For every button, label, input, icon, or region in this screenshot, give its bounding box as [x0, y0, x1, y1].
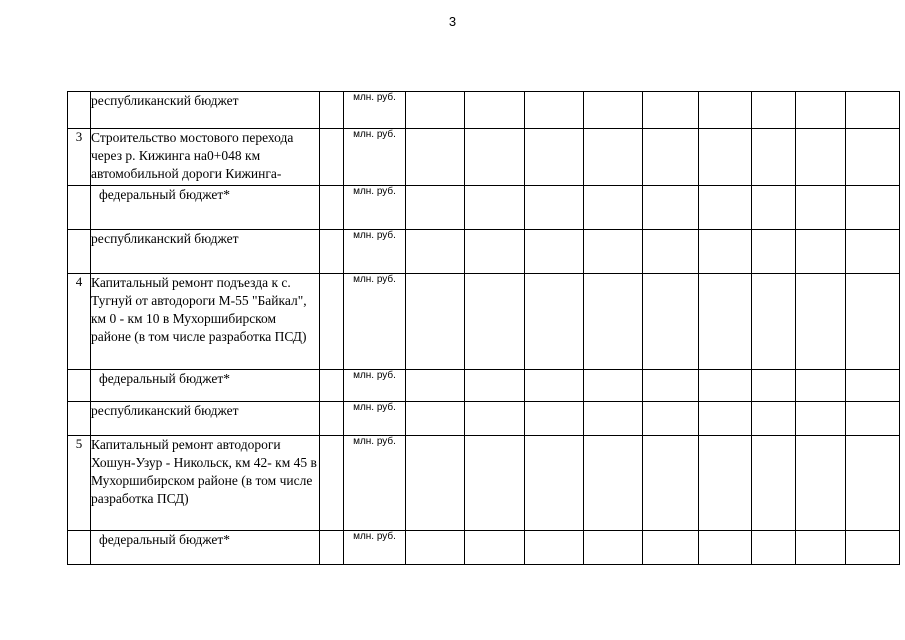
item-name-cell: [91, 402, 320, 436]
value-cell: [584, 274, 643, 370]
item-name-text: республиканский бюджет: [91, 231, 239, 246]
item-name-cell: [91, 129, 320, 186]
value-cell: [643, 129, 699, 186]
item-name-text: республиканский бюджет: [91, 403, 239, 418]
value-cell: [465, 274, 525, 370]
value-cell: [643, 230, 699, 274]
item-name-cell: [91, 370, 320, 402]
value-cell: [406, 186, 465, 230]
value-cell: [643, 402, 699, 436]
value-cell: [699, 531, 752, 565]
row-number-cell: [68, 92, 91, 129]
value-cell: [796, 436, 846, 531]
value-cell: [752, 370, 796, 402]
value-cell: [465, 230, 525, 274]
value-cell: [584, 230, 643, 274]
value-cell: [846, 436, 900, 531]
blank-cell: [320, 402, 344, 436]
blank-cell: [320, 129, 344, 186]
value-cell: [525, 129, 584, 186]
table-row: [68, 186, 900, 230]
blank-cell: [320, 531, 344, 565]
blank-cell: [320, 274, 344, 370]
value-cell: [699, 186, 752, 230]
value-cell: [796, 274, 846, 370]
value-cell: [796, 531, 846, 565]
value-cell: [406, 129, 465, 186]
value-cell: [465, 129, 525, 186]
item-name-text: федеральный бюджет*: [99, 532, 230, 547]
value-cell: [643, 92, 699, 129]
value-cell: [846, 274, 900, 370]
item-name-cell: [91, 186, 320, 230]
value-cell: [752, 230, 796, 274]
value-cell: [525, 436, 584, 531]
blank-cell: [320, 436, 344, 531]
table-row: [68, 129, 900, 186]
item-name-cell: [91, 436, 320, 531]
value-cell: [525, 402, 584, 436]
value-cell: [406, 531, 465, 565]
unit-cell: млн. руб.: [344, 92, 406, 129]
value-cell: [465, 370, 525, 402]
value-cell: [465, 92, 525, 129]
item-name-text: федеральный бюджет*: [99, 371, 230, 386]
value-cell: [752, 274, 796, 370]
item-name-text: Капитальный ремонт автодороги Хошун-Узур - Никольск, км 42- км 45 в Мухоршибирском районе (в том числе разработка ПСД): [91, 437, 317, 506]
unit-cell: млн. руб.: [344, 230, 406, 274]
value-cell: [525, 274, 584, 370]
value-cell: [699, 436, 752, 531]
value-cell: [465, 531, 525, 565]
value-cell: [699, 274, 752, 370]
value-cell: [796, 129, 846, 186]
item-name-text: федеральный бюджет*: [99, 187, 230, 202]
value-cell: [584, 92, 643, 129]
value-cell: [846, 370, 900, 402]
row-number-cell: [68, 402, 91, 436]
blank-cell: [320, 370, 344, 402]
value-cell: [796, 370, 846, 402]
item-name-text: Строительство мостового перехода через р. Кижинга на0+048 км автомобильной дороги Кижинга-: [91, 130, 294, 181]
value-cell: [752, 92, 796, 129]
value-cell: [406, 230, 465, 274]
item-name-cell: [91, 274, 320, 370]
unit-cell: млн. руб.: [344, 436, 406, 531]
value-cell: [406, 402, 465, 436]
value-cell: [525, 370, 584, 402]
value-cell: [525, 230, 584, 274]
value-cell: [584, 370, 643, 402]
row-number-cell: 5: [68, 436, 91, 531]
value-cell: [643, 186, 699, 230]
value-cell: [525, 531, 584, 565]
value-cell: [584, 186, 643, 230]
blank-cell: [320, 186, 344, 230]
row-number-cell: 3: [68, 129, 91, 186]
value-cell: [406, 436, 465, 531]
value-cell: [465, 402, 525, 436]
unit-cell: млн. руб.: [344, 274, 406, 370]
row-number-cell: [68, 186, 91, 230]
table-row: [68, 436, 900, 531]
value-cell: [846, 402, 900, 436]
value-cell: [525, 92, 584, 129]
item-name-text: Капитальный ремонт подъезда к с. Тугнуй от автодороги М-55 "Байкал", км 0 - км 10 в Мухоршибирском районе (в том числе разработка ПСД): [91, 275, 307, 344]
table-row: [68, 274, 900, 370]
value-cell: [643, 436, 699, 531]
value-cell: [643, 370, 699, 402]
value-cell: [643, 274, 699, 370]
value-cell: [465, 186, 525, 230]
value-cell: [584, 129, 643, 186]
table-row: [68, 531, 900, 565]
value-cell: [699, 230, 752, 274]
value-cell: [699, 370, 752, 402]
value-cell: [796, 402, 846, 436]
table-row: [68, 92, 900, 129]
value-cell: [406, 370, 465, 402]
page-number: 3: [448, 14, 457, 29]
unit-cell: млн. руб.: [344, 370, 406, 402]
value-cell: [846, 186, 900, 230]
value-cell: [796, 186, 846, 230]
value-cell: [699, 402, 752, 436]
value-cell: [846, 92, 900, 129]
value-cell: [846, 230, 900, 274]
value-cell: [584, 402, 643, 436]
value-cell: [752, 402, 796, 436]
blank-cell: [320, 92, 344, 129]
item-name-cell: [91, 531, 320, 565]
value-cell: [796, 92, 846, 129]
item-name-text: республиканский бюджет: [91, 93, 239, 108]
value-cell: [752, 531, 796, 565]
value-cell: [584, 531, 643, 565]
value-cell: [584, 436, 643, 531]
value-cell: [406, 274, 465, 370]
row-number-cell: [68, 230, 91, 274]
row-number-cell: [68, 370, 91, 402]
row-number-cell: [68, 531, 91, 565]
value-cell: [699, 92, 752, 129]
table-row: [68, 370, 900, 402]
value-cell: [752, 186, 796, 230]
value-cell: [752, 129, 796, 186]
unit-cell: млн. руб.: [344, 186, 406, 230]
value-cell: [525, 186, 584, 230]
unit-cell: млн. руб.: [344, 531, 406, 565]
value-cell: [796, 230, 846, 274]
item-name-cell: [91, 230, 320, 274]
value-cell: [846, 129, 900, 186]
value-cell: [699, 129, 752, 186]
value-cell: [643, 531, 699, 565]
budget-table: [67, 91, 900, 565]
table-row: [68, 402, 900, 436]
value-cell: [406, 92, 465, 129]
unit-cell: млн. руб.: [344, 129, 406, 186]
value-cell: [465, 436, 525, 531]
unit-cell: млн. руб.: [344, 402, 406, 436]
value-cell: [846, 531, 900, 565]
blank-cell: [320, 230, 344, 274]
table-row: [68, 230, 900, 274]
item-name-cell: [91, 92, 320, 129]
row-number-cell: 4: [68, 274, 91, 370]
value-cell: [752, 436, 796, 531]
